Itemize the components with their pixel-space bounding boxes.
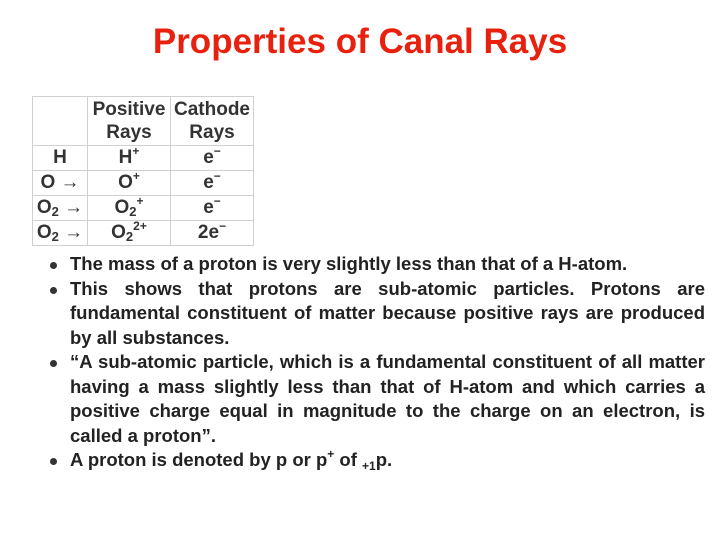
table-header-cell xyxy=(33,97,88,146)
table-header-row xyxy=(33,97,254,146)
bullet-dot-icon xyxy=(50,360,57,367)
positive-ray-cell: O+ xyxy=(88,171,171,196)
positive-ray-cell: $O_2^+$ xyxy=(88,196,171,221)
rays-comparison-table xyxy=(32,96,254,246)
bullet-dot-icon xyxy=(50,287,57,294)
bullet-text: A proton is denoted by p or p+ of $_{+1}$p. xyxy=(70,447,393,473)
table-row xyxy=(33,196,254,221)
bullet-text: “A sub-atomic particle, which is a fundamental constituent of all matter having a mass slightly less than that of H-atom and which carries a positive charge equal in magnitude to the charge on an electron, is called a proton”. xyxy=(70,351,705,446)
table-row xyxy=(33,221,254,246)
bullet-text: This shows that protons are sub-atomic particles. Protons are fundamental constituent of matter because positive rays are produced by all substances. xyxy=(70,277,705,348)
table-row xyxy=(33,146,254,171)
positive-ray-cell: $O_2^{2+}$ xyxy=(88,221,171,246)
list-item xyxy=(48,350,705,448)
bullet-dot-icon xyxy=(50,262,57,269)
cathode-ray-cell: e− xyxy=(171,171,254,196)
element-cell: H xyxy=(33,146,88,171)
table-row xyxy=(33,171,254,196)
bullet-list xyxy=(48,252,705,473)
list-item xyxy=(48,448,705,473)
element-cell: $O_2$ → xyxy=(33,196,88,221)
bullet-text: The mass of a proton is very slightly less than that of a H-atom. xyxy=(70,253,628,274)
cathode-ray-cell: e− xyxy=(171,196,254,221)
table-header-cell: Positive Rays xyxy=(88,97,171,146)
cathode-ray-cell: e− xyxy=(171,146,254,171)
element-cell: $O_2$ → xyxy=(33,221,88,246)
list-item xyxy=(48,252,705,277)
page-title: Properties of Canal Rays xyxy=(152,22,568,61)
cathode-ray-cell: 2e− xyxy=(171,221,254,246)
element-cell: O → xyxy=(33,171,88,196)
positive-ray-cell: H+ xyxy=(88,146,171,171)
table-header-cell: Cathode Rays xyxy=(171,97,254,146)
bullet-dot-icon xyxy=(50,458,57,465)
list-item xyxy=(48,277,705,351)
